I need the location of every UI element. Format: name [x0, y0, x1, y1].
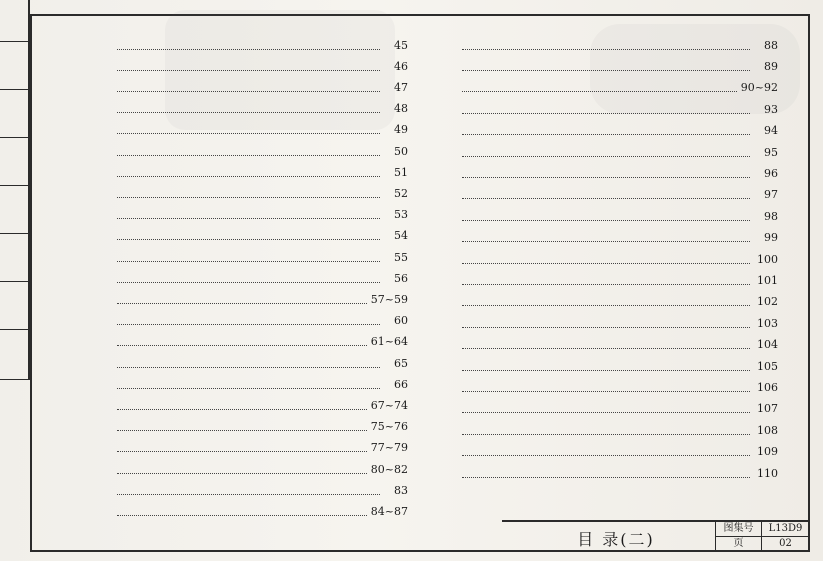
toc-page-number: 107: [757, 402, 778, 416]
toc-page-number: 65: [394, 356, 408, 370]
toc-row[interactable]: [113, 417, 408, 437]
toc-leader-dots: [462, 412, 750, 413]
toc-leader-dots: [117, 197, 380, 198]
signature-cell: [0, 186, 28, 234]
toc-leader-dots: [117, 218, 380, 219]
toc-row[interactable]: [113, 268, 408, 288]
toc-page-number: 49: [394, 123, 408, 137]
toc-leader-dots: [117, 91, 380, 92]
toc-row[interactable]: [458, 78, 778, 98]
toc-row[interactable]: [113, 141, 408, 161]
toc-page-number: 83: [394, 483, 408, 497]
toc-page-number: 101: [757, 273, 778, 287]
toc-leader-dots: [117, 367, 380, 368]
toc-leader-dots: [117, 494, 380, 495]
toc-leader-dots: [117, 282, 380, 283]
toc-leader-dots: [117, 70, 380, 71]
toc-page-number: 46: [394, 59, 408, 73]
toc-leader-dots: [462, 220, 750, 221]
toc-page-number: 48: [394, 102, 408, 116]
toc-leader-dots: [117, 112, 380, 113]
toc-leader-dots: [117, 133, 380, 134]
toc-row[interactable]: [113, 395, 408, 415]
toc-row[interactable]: [458, 313, 778, 333]
toc-page-number: 103: [757, 316, 778, 330]
toc-row[interactable]: [458, 121, 778, 141]
toc-leader-dots: [117, 261, 380, 262]
toc-leader-dots: [462, 198, 750, 199]
toc-leader-dots: [462, 91, 737, 92]
atlas-row: [716, 522, 809, 536]
atlas-info-grid: [715, 522, 808, 550]
toc-row[interactable]: [113, 56, 408, 76]
toc-row[interactable]: [458, 142, 778, 162]
toc-row[interactable]: [458, 420, 778, 440]
toc-leader-dots: [117, 49, 380, 50]
toc-row[interactable]: [113, 183, 408, 203]
toc-row[interactable]: [113, 332, 408, 352]
toc-page-number: 66: [394, 377, 408, 391]
toc-row[interactable]: [113, 162, 408, 182]
toc-page-number: 51: [394, 165, 408, 179]
toc-right-column: [458, 35, 778, 495]
toc-leader-dots: [462, 263, 750, 264]
toc-page-number: 110: [757, 466, 778, 480]
toc-page-number: 108: [757, 423, 778, 437]
toc-leader-dots: [462, 134, 750, 135]
signature-cell: [0, 234, 28, 282]
page-value: 02: [779, 538, 792, 549]
toc-page-number: 99: [764, 231, 778, 245]
toc-row[interactable]: [113, 120, 408, 140]
toc-page-number: 104: [757, 338, 778, 352]
toc-row[interactable]: [113, 77, 408, 97]
toc-leader-dots: [462, 370, 750, 371]
toc-leader-dots: [117, 430, 367, 431]
toc-row[interactable]: [458, 292, 778, 312]
toc-page-number: 54: [394, 229, 408, 243]
toc-row[interactable]: [113, 289, 408, 309]
toc-left-column: [113, 35, 408, 525]
toc-page-number: 67~74: [370, 398, 408, 412]
signature-cell: [0, 0, 28, 42]
toc-row[interactable]: [458, 163, 778, 183]
toc-leader-dots: [117, 303, 367, 304]
page-label: 页: [716, 537, 762, 551]
toc-leader-dots: [462, 113, 750, 114]
toc-page-number: 97: [764, 188, 778, 202]
toc-page-number: 47: [394, 80, 408, 94]
toc-leader-dots: [462, 177, 750, 178]
toc-row[interactable]: [113, 99, 408, 119]
toc-leader-dots: [117, 473, 367, 474]
toc-row[interactable]: [113, 311, 408, 331]
toc-leader-dots: [117, 409, 367, 410]
toc-row[interactable]: [113, 226, 408, 246]
atlas-value: L13D9: [768, 523, 803, 534]
toc-page-number: 93: [764, 102, 778, 116]
toc-page-number: 94: [764, 124, 778, 138]
toc-leader-dots: [462, 434, 750, 435]
toc-leader-dots: [117, 176, 380, 177]
toc-page-number: 60: [394, 314, 408, 328]
toc-page-number: 100: [757, 252, 778, 266]
toc-page-number: 45: [394, 38, 408, 52]
toc-row[interactable]: [458, 335, 778, 355]
toc-row[interactable]: [113, 35, 408, 55]
title-block: [502, 520, 808, 550]
toc-leader-dots: [117, 345, 367, 346]
toc-page-number: 109: [757, 445, 778, 459]
toc-page-number: 95: [764, 145, 778, 159]
toc-page-number: 75~76: [370, 420, 408, 434]
catalog-title: 目 录(二): [577, 530, 655, 549]
toc-row[interactable]: [113, 438, 408, 458]
signature-cell: [0, 90, 28, 138]
toc-page-number: 105: [757, 359, 778, 373]
signature-cell: [0, 282, 28, 330]
toc-row[interactable]: [458, 463, 778, 483]
toc-page-number: 56: [394, 271, 408, 285]
toc-page-number: 77~79: [370, 441, 408, 455]
atlas-label: 图集号: [716, 522, 762, 536]
toc-row[interactable]: [458, 249, 778, 269]
toc-page-number: 90~92: [740, 81, 778, 95]
toc-leader-dots: [117, 239, 380, 240]
toc-leader-dots: [462, 391, 750, 392]
toc-leader-dots: [462, 305, 750, 306]
left-signature-strip: [0, 0, 30, 380]
toc-leader-dots: [117, 388, 380, 389]
toc-row[interactable]: [458, 35, 778, 55]
toc-page-number: 106: [757, 380, 778, 394]
toc-row[interactable]: [458, 206, 778, 226]
toc-page-number: 102: [757, 295, 778, 309]
toc-page-number: 89: [764, 59, 778, 73]
toc-leader-dots: [462, 284, 750, 285]
toc-leader-dots: [117, 451, 367, 452]
toc-leader-dots: [117, 515, 367, 516]
toc-leader-dots: [462, 455, 750, 456]
toc-leader-dots: [462, 327, 750, 328]
toc-leader-dots: [462, 477, 750, 478]
toc-leader-dots: [462, 241, 750, 242]
toc-leader-dots: [462, 49, 750, 50]
toc-page-number: 98: [764, 209, 778, 223]
page-row: [716, 536, 809, 551]
toc-leader-dots: [462, 156, 750, 157]
toc-row[interactable]: [458, 442, 778, 462]
signature-cell: [0, 42, 28, 90]
toc-leader-dots: [117, 324, 380, 325]
toc-page-number: 96: [764, 166, 778, 180]
toc-row[interactable]: [458, 270, 778, 290]
toc-row[interactable]: [458, 399, 778, 419]
toc-page-number: 57~59: [370, 292, 408, 306]
toc-row[interactable]: [458, 185, 778, 205]
toc-page-number: 53: [394, 208, 408, 222]
signature-cell: [0, 138, 28, 186]
signature-cell: [0, 330, 28, 380]
toc-page-number: 61~64: [370, 335, 408, 349]
toc-row[interactable]: [458, 377, 778, 397]
toc-leader-dots: [117, 155, 380, 156]
toc-row[interactable]: [458, 99, 778, 119]
toc-row[interactable]: [113, 353, 408, 373]
toc-page-number: 55: [394, 250, 408, 264]
toc-row[interactable]: [113, 480, 408, 500]
toc-leader-dots: [462, 348, 750, 349]
toc-row[interactable]: [458, 356, 778, 376]
toc-row[interactable]: [113, 247, 408, 267]
toc-row[interactable]: [113, 459, 408, 479]
toc-row[interactable]: [113, 205, 408, 225]
toc-page-number: 52: [394, 186, 408, 200]
toc-page-number: 84~87: [370, 504, 408, 518]
toc-page-number: 80~82: [370, 462, 408, 476]
toc-row[interactable]: [458, 228, 778, 248]
toc-page-number: 50: [394, 144, 408, 158]
toc-row[interactable]: [113, 374, 408, 394]
toc-page-number: 88: [764, 38, 778, 52]
toc-row[interactable]: [458, 56, 778, 76]
toc-row[interactable]: [113, 501, 408, 521]
toc-leader-dots: [462, 70, 750, 71]
